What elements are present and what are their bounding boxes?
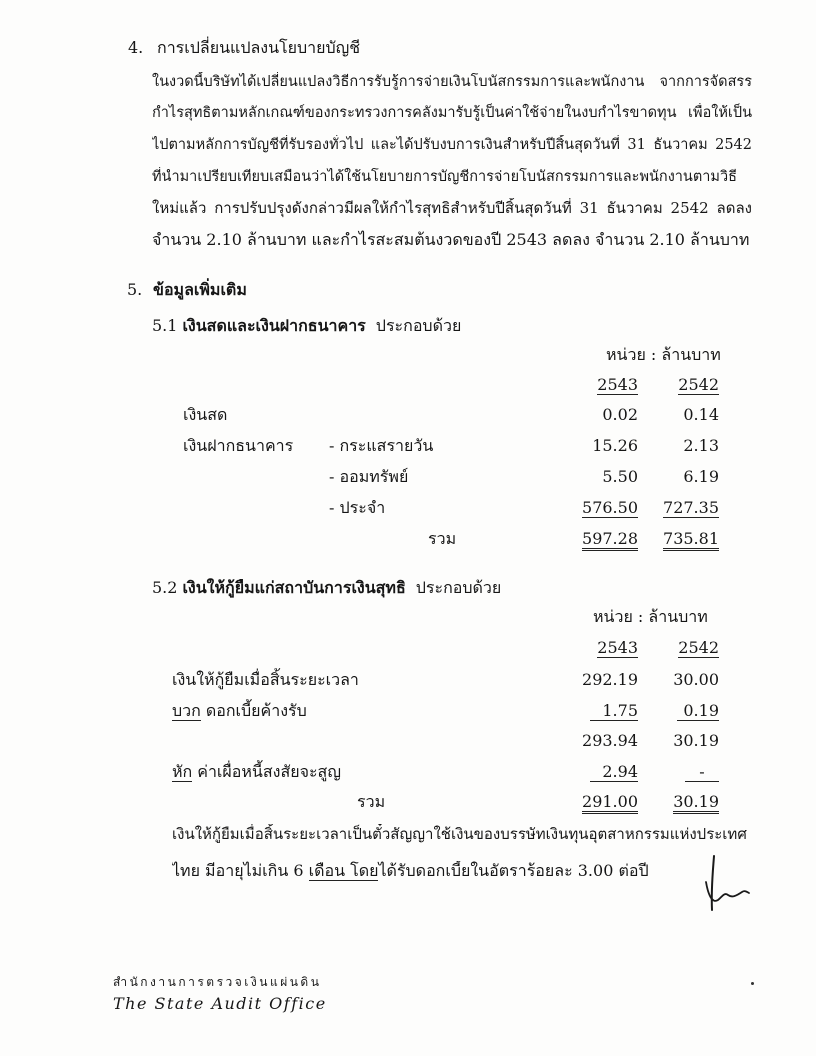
loans-value-cell [643,762,719,782]
section-4-number: 4. [128,38,144,57]
loans-subtotal-value: 293.94 [582,731,638,750]
section-4-paragraph-line: ที่นำมาเปรียบเทียบเสมือนว่าได้ใช้นโยบายการบัญชีการจ่ายโบนัสกรรมการและพนักงานตามวิธี [152,169,737,185]
loans-value: 2.94 [590,762,638,782]
loans-value-cell [562,762,638,782]
cash-row-label: เงินฝากธนาคาร [183,436,294,455]
section-5-1-suffix: ประกอบด้วย [375,316,462,335]
section-4-paragraph-line: ไปตามหลักการบัญชีที่รับรองทั่วไป และได้ปรับงบการเงินสำหรับปีสิ้นสุดวันที่ 31 ธันวาคม 2542 [152,137,752,153]
section-4-paragraph-line: จำนวน 2.10 ล้านบาท และกำไรสะสมต้นงวดของปี 2543 ลดลง จำนวน 2.10 ล้านบาท [152,230,750,249]
loans-note-text: ไทย มีอายุไม่เกิน 6 [172,861,304,880]
cash-row-sublabel: - ประจำ [329,498,386,517]
cash-unit-label: หน่วย : ล้านบาท [606,345,721,364]
section-5-1-heading [152,316,461,336]
year-label: 2542 [678,638,719,657]
loans-unit-label: หน่วย : ล้านบาท [593,607,708,626]
footer-org-english: The State Audit Office [113,994,327,1013]
cash-value-cell [643,498,719,518]
cash-total-cell [643,529,719,551]
cash-value: 5.50 [602,467,638,486]
loans-total-value: 30.19 [673,792,719,814]
cash-value: 15.26 [592,436,638,455]
loans-note-text: ได้รับดอกเบี้ยในอัตราร้อยละ 3.00 ต่อปี [378,861,649,880]
loans-value-cell [643,701,719,721]
loans-row-label: เงินให้กู้ยืมเมื่อสิ้นระยะเวลา [172,670,359,689]
loans-row-label-group [172,701,307,721]
cash-total-cell [562,529,638,551]
loans-note-line: เงินให้กู้ยืมเมื่อสิ้นระยะเวลาเป็นตั๋วสัญญาใช้เงินของบรรษัทเงินทุนอุตสาหกรรมแห่งประเทศ [172,825,747,843]
loans-note-line [172,861,752,883]
section-5-2-title: เงินให้กู้ยืมแก่สถาบันการเงินสุทธิ [182,578,406,597]
section-5-2-heading [152,578,501,598]
loans-row-label: ดอกเบี้ยค้างรับ [205,701,307,720]
loans-total-cell [562,792,638,814]
cash-total-label: รวม [428,529,457,548]
loans-note-underlined-text: เดือน โดย [308,861,379,880]
loans-row-label: ค่าเผื่อหนี้สงสัยจะสูญ [197,762,341,781]
year-label: 2543 [597,638,638,657]
loans-value-cell [562,701,638,721]
cash-value: 727.35 [663,498,719,517]
section-5-1-title: เงินสดและเงินฝากธนาคาร [182,316,366,335]
section-4-paragraph-line: ในงวดนี้บริษัทได้เปลี่ยนแปลงวิธีการรับรู้การจ่ายเงินโบนัสกรรมการและพนักงาน จากการจัดสรร [152,74,752,90]
cash-year-header [643,375,719,395]
loans-value: 30.00 [673,670,719,689]
year-label: 2542 [678,375,719,394]
loans-value: - [685,762,719,782]
cash-year-header [562,375,638,395]
cash-total-value: 597.28 [582,529,638,551]
section-5-2-number: 5.2 [152,578,178,597]
loans-total-label: รวม [357,792,386,811]
cash-row-sublabel: - ออมทรัพย์ [329,467,409,486]
loans-row-prefix: หัก [172,762,193,781]
cash-value: 0.02 [602,405,638,424]
footer-org-thai: สำนักงานการตรวจเงินแผ่นดิน [113,975,322,989]
loans-total-value: 291.00 [582,792,638,814]
stray-mark [751,982,754,985]
section-5-number: 5. [127,280,143,299]
signature [696,852,752,918]
cash-row-label: เงินสด [183,405,228,424]
loans-total-cell [643,792,719,814]
cash-value: 0.14 [683,405,719,424]
section-5-2-suffix: ประกอบด้วย [415,578,502,597]
section-4-paragraph-line: กำไรสุทธิตามหลักเกณฑ์ของกระทรวงการคลังมารับรู้เป็นค่าใช้จ่ายในงบกำไรขาดทุน เพื่อให้เป็น [152,105,752,121]
cash-value: 6.19 [683,467,719,486]
loans-value: 0.19 [677,701,719,721]
loans-subtotal-value: 30.19 [673,731,719,750]
cash-row-sublabel: - กระแสรายวัน [329,436,434,455]
loans-row-prefix: บวก [172,701,201,720]
cash-total-value: 735.81 [663,529,719,551]
loans-value: 1.75 [590,701,638,721]
cash-value: 2.13 [683,436,719,455]
section-5-title: ข้อมูลเพิ่มเติม [153,280,247,299]
section-4-paragraph-line: ใหม่แล้ว การปรับปรุงดังกล่าวมีผลให้กำไรสุทธิสำหรับปีสิ้นสุดวันที่ 31 ธันวาคม 2542 ลดลง [152,199,752,217]
loans-year-header [643,638,719,658]
section-4-title: การเปลี่ยนแปลงนโยบายบัญชี [157,38,361,57]
loans-row-label-group [172,762,341,782]
cash-value-cell [562,498,638,518]
section-5-1-number: 5.1 [152,316,178,335]
loans-value: 292.19 [582,670,638,689]
year-label: 2543 [597,375,638,394]
loans-year-header [562,638,638,658]
cash-value: 576.50 [582,498,638,517]
